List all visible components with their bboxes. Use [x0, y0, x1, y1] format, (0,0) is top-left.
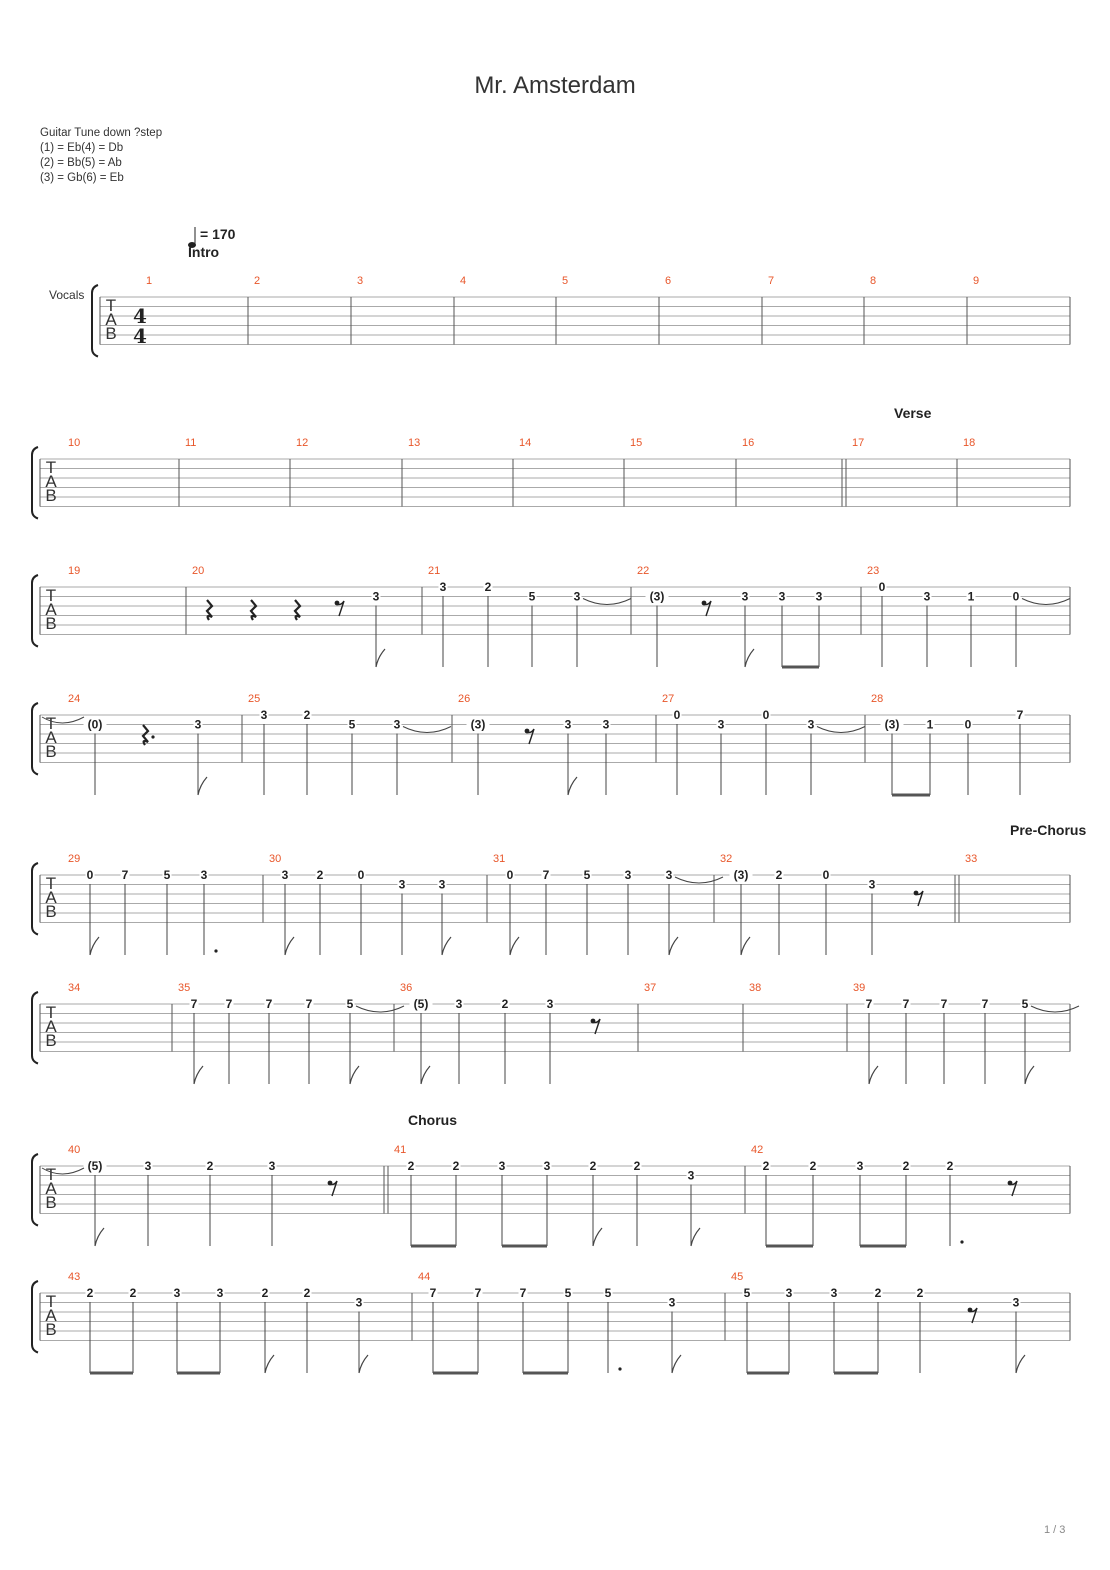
measure-number: 27 — [662, 693, 675, 705]
tab-clef-letter: T — [45, 586, 57, 605]
measure-number: 15 — [630, 437, 643, 449]
fret-number: 2 — [452, 1159, 460, 1173]
fret-number: 3 — [543, 1159, 551, 1173]
tab-clef-letter: B — [45, 1031, 57, 1050]
tab-clef-letter: B — [45, 486, 57, 505]
section-label-intro: Intro — [188, 244, 220, 260]
tab-clef-letter: A — [45, 472, 57, 491]
tab-clef-letter: T — [45, 1292, 57, 1311]
fret-number: 2 — [874, 1286, 882, 1300]
fret-number: 2 — [589, 1159, 597, 1173]
fret-number: 0 — [1012, 589, 1020, 604]
fret-number: 3 — [398, 877, 406, 892]
augmentation-dot — [214, 949, 217, 952]
fret-number: 3 — [144, 1159, 152, 1173]
fret-number: 3 — [687, 1168, 695, 1183]
tab-clef-letter: A — [45, 1017, 57, 1036]
fret-number: 3 — [455, 997, 463, 1011]
fret-number: (5) — [413, 997, 429, 1011]
eighth-flag — [1016, 1355, 1025, 1373]
fret-number: 3 — [717, 717, 725, 732]
fret-number: 5 — [1021, 997, 1029, 1011]
fret-number: 2 — [303, 1286, 311, 1300]
fret-number: 0 — [673, 708, 681, 722]
fret-number: 1 — [967, 589, 975, 604]
eighth-flag — [421, 1066, 430, 1084]
page-number: 1 / 3 — [1044, 1524, 1066, 1536]
eighth-flag — [672, 1355, 681, 1373]
fret-number: 7 — [902, 997, 910, 1011]
fret-number: 3 — [741, 589, 749, 604]
measure-number: 43 — [68, 1271, 81, 1283]
measure-number: 45 — [731, 1271, 744, 1283]
fret-number: 2 — [775, 868, 783, 882]
tab-clef-letter: T — [105, 296, 117, 315]
tab-clef-letter: B — [45, 1320, 57, 1339]
tab-clef-letter: B — [45, 902, 57, 921]
fret-number: 7 — [265, 997, 273, 1011]
system-bracket — [32, 703, 38, 775]
measure-number: 41 — [394, 1144, 407, 1156]
measure-number: 19 — [68, 565, 81, 577]
fret-number: 3 — [785, 1286, 793, 1300]
fret-number: 3 — [856, 1159, 864, 1173]
eighth-flag — [510, 937, 519, 955]
measure-number: 32 — [720, 853, 733, 865]
tie-arc — [1022, 599, 1070, 605]
eighth-flag — [669, 937, 678, 955]
tab-clef-letter: T — [45, 458, 57, 477]
tuning-line: (1) = Eb(4) = Db — [40, 142, 124, 154]
measure-number: 34 — [68, 982, 81, 994]
fret-number: 5 — [346, 997, 354, 1011]
fret-number: 3 — [438, 877, 446, 892]
tab-clef-letter: A — [45, 728, 57, 747]
time-signature-top: 4 — [133, 304, 147, 328]
quarter-rest — [207, 600, 212, 620]
measure-number: 44 — [418, 1271, 431, 1283]
fret-number: 3 — [216, 1286, 224, 1300]
fret-number: 3 — [498, 1159, 506, 1173]
tab-clef-letter: A — [45, 1306, 57, 1325]
quarter-rest — [251, 600, 256, 620]
fret-number: 3 — [573, 589, 581, 604]
measure-number: 21 — [428, 565, 441, 577]
fret-number: 5 — [564, 1286, 572, 1300]
fret-number: 3 — [281, 868, 289, 882]
measure-number: 10 — [68, 437, 81, 449]
measure-number: 7 — [768, 275, 775, 287]
fret-number: 3 — [260, 708, 268, 722]
system-bracket — [92, 285, 98, 357]
fret-number: (3) — [733, 868, 749, 882]
fret-number: 5 — [163, 868, 171, 882]
fret-number: 7 — [190, 997, 198, 1011]
song-title: Mr. Amsterdam — [474, 72, 636, 99]
fret-number: 5 — [743, 1286, 751, 1300]
measure-number: 5 — [562, 275, 569, 287]
fret-number: 5 — [348, 717, 356, 732]
fret-number: (3) — [649, 589, 665, 604]
measure-number: 11 — [185, 437, 197, 449]
measure-number: 38 — [749, 982, 762, 994]
tab-clef-letter: T — [45, 714, 57, 733]
fret-number: 3 — [200, 868, 208, 882]
system-bracket — [32, 992, 38, 1064]
quarter-rest — [295, 600, 300, 620]
tab-clef-letter: B — [45, 1193, 57, 1212]
system-bracket — [32, 1154, 38, 1226]
fret-number: 3 — [355, 1295, 363, 1310]
eighth-flag — [741, 937, 750, 955]
system-bracket — [32, 447, 38, 519]
tie-arc — [1031, 1006, 1079, 1012]
fret-number: 7 — [225, 997, 233, 1011]
fret-number: 5 — [604, 1286, 612, 1300]
tab-clef-letter: T — [45, 1165, 57, 1184]
fret-number: 3 — [173, 1286, 181, 1300]
measure-number: 37 — [644, 982, 657, 994]
tab-clef-letter: A — [105, 310, 117, 329]
fret-number: 0 — [964, 717, 972, 732]
tuning-line: Guitar Tune down ?step — [40, 127, 163, 139]
fret-number: (0) — [87, 717, 103, 732]
fret-number: 3 — [546, 997, 554, 1011]
augmentation-dot — [960, 1240, 963, 1243]
measure-number: 8 — [870, 275, 877, 287]
eighth-flag — [376, 649, 385, 667]
measure-number: 30 — [269, 853, 282, 865]
fret-number: 3 — [665, 868, 673, 882]
fret-number: 2 — [501, 997, 509, 1011]
fret-number: 3 — [830, 1286, 838, 1300]
fret-number: (3) — [884, 717, 900, 732]
time-signature-bottom: 4 — [133, 324, 147, 348]
measure-number: 31 — [493, 853, 506, 865]
fret-number: 2 — [316, 868, 324, 882]
measure-number: 3 — [357, 275, 364, 287]
fret-number: 3 — [868, 877, 876, 892]
fret-number: 3 — [268, 1159, 276, 1173]
eighth-flag — [1025, 1066, 1034, 1084]
eighth-flag — [359, 1355, 368, 1373]
eighth-flag — [265, 1355, 274, 1373]
tie-arc — [403, 727, 451, 733]
fret-number: 3 — [393, 717, 401, 732]
fret-number: 2 — [484, 580, 492, 594]
fret-number: 3 — [807, 717, 815, 732]
system-bracket — [32, 1281, 38, 1353]
tie-arc — [356, 1006, 404, 1012]
eighth-flag — [198, 777, 207, 795]
fret-number: 7 — [519, 1286, 527, 1300]
fret-number: 3 — [778, 589, 786, 604]
fret-number: 2 — [916, 1286, 924, 1300]
fret-number: 3 — [668, 1295, 676, 1310]
measure-number: 20 — [192, 565, 205, 577]
tab-clef-letter: T — [45, 1003, 57, 1022]
eighth-flag — [95, 1228, 104, 1246]
section-label-chorus: Chorus — [408, 1112, 457, 1128]
fret-number: 7 — [1016, 708, 1024, 722]
measure-number: 40 — [68, 1144, 81, 1156]
measure-number: 33 — [965, 853, 978, 865]
measure-number: 29 — [68, 853, 81, 865]
section-label-pre-chorus: Pre-Chorus — [1010, 822, 1087, 838]
fret-number: 0 — [822, 868, 830, 882]
fret-number: 2 — [902, 1159, 910, 1173]
fret-number: 3 — [923, 589, 931, 604]
tab-clef-letter: A — [45, 1179, 57, 1198]
fret-number: 7 — [305, 997, 313, 1011]
tie-arc — [675, 877, 723, 883]
eighth-flag — [691, 1228, 700, 1246]
fret-number: 0 — [762, 708, 770, 722]
measure-number: 6 — [665, 275, 672, 287]
fret-number: 3 — [564, 717, 572, 732]
eighth-flag — [90, 937, 99, 955]
measure-number: 13 — [408, 437, 421, 449]
quarter-rest — [143, 725, 148, 745]
fret-number: 0 — [86, 868, 94, 882]
fret-number: 2 — [129, 1286, 137, 1300]
fret-number: 7 — [542, 868, 550, 882]
augmentation-dot — [618, 1367, 621, 1370]
fret-number: 7 — [429, 1286, 437, 1300]
tab-clef-letter: B — [45, 614, 57, 633]
fret-number: 2 — [407, 1159, 415, 1173]
fret-number: 2 — [86, 1286, 94, 1300]
eighth-flag — [869, 1066, 878, 1084]
measure-number: 1 — [146, 275, 153, 287]
fret-number: 2 — [633, 1159, 641, 1173]
fret-number: 2 — [946, 1159, 954, 1173]
measure-number: 9 — [973, 275, 980, 287]
fret-number: 2 — [762, 1159, 770, 1173]
measure-number: 39 — [853, 982, 866, 994]
eighth-flag — [568, 777, 577, 795]
fret-number: 0 — [878, 580, 886, 594]
measure-number: 28 — [871, 693, 884, 705]
fret-number: 3 — [372, 589, 380, 604]
measure-number: 16 — [742, 437, 755, 449]
fret-number: 2 — [261, 1286, 269, 1300]
fret-number: 3 — [1012, 1295, 1020, 1310]
fret-number: 7 — [121, 868, 129, 882]
measure-number: 36 — [400, 982, 413, 994]
fret-number: 0 — [357, 868, 365, 882]
system-bracket — [32, 863, 38, 935]
tab-clef-letter: B — [45, 742, 57, 761]
measure-number: 18 — [963, 437, 976, 449]
measure-number: 17 — [852, 437, 865, 449]
measure-number: 26 — [458, 693, 471, 705]
eighth-flag — [593, 1228, 602, 1246]
measure-number: 35 — [178, 982, 191, 994]
eighth-flag — [442, 937, 451, 955]
tab-clef-letter: T — [45, 874, 57, 893]
measure-number: 25 — [248, 693, 261, 705]
fret-number: 3 — [815, 589, 823, 604]
system-bracket — [32, 575, 38, 647]
fret-number: 2 — [303, 708, 311, 722]
fret-number: (3) — [470, 717, 486, 732]
eighth-flag — [350, 1066, 359, 1084]
fret-number: 3 — [439, 580, 447, 594]
tie-arc — [583, 599, 631, 605]
eighth-flag — [285, 937, 294, 955]
measure-number: 42 — [751, 1144, 764, 1156]
eighth-flag — [745, 649, 754, 667]
instrument-name: Vocals — [49, 288, 85, 302]
fret-number: 7 — [474, 1286, 482, 1300]
tie-arc — [817, 727, 865, 733]
tab-clef-letter: A — [45, 600, 57, 619]
tuning-line: (3) = Gb(6) = Eb — [40, 172, 124, 184]
measure-number: 12 — [296, 437, 309, 449]
fret-number: 7 — [981, 997, 989, 1011]
measure-number: 2 — [254, 275, 261, 287]
fret-number: 5 — [528, 589, 536, 604]
fret-number: 5 — [583, 868, 591, 882]
measure-number: 4 — [460, 275, 467, 287]
augmentation-dot — [151, 735, 154, 738]
fret-number: 3 — [602, 717, 610, 732]
fret-number: 7 — [940, 997, 948, 1011]
tab-clef-letter: A — [45, 888, 57, 907]
measure-number: 14 — [519, 437, 532, 449]
fret-number: 1 — [926, 717, 934, 732]
tempo-marking: = 170 — [200, 226, 236, 242]
fret-number: 3 — [624, 868, 632, 882]
fret-number: (5) — [87, 1159, 103, 1173]
fret-number: 7 — [865, 997, 873, 1011]
section-label-verse: Verse — [894, 405, 932, 421]
tuning-line: (2) = Bb(5) = Ab — [40, 157, 122, 169]
fret-number: 2 — [206, 1159, 214, 1173]
fret-number: 2 — [809, 1159, 817, 1173]
measure-number: 22 — [637, 565, 650, 577]
fret-number: 3 — [194, 717, 202, 732]
fret-number: 0 — [506, 868, 514, 882]
eighth-flag — [194, 1066, 203, 1084]
measure-number: 24 — [68, 693, 81, 705]
tab-clef-letter: B — [105, 324, 117, 343]
measure-number: 23 — [867, 565, 880, 577]
